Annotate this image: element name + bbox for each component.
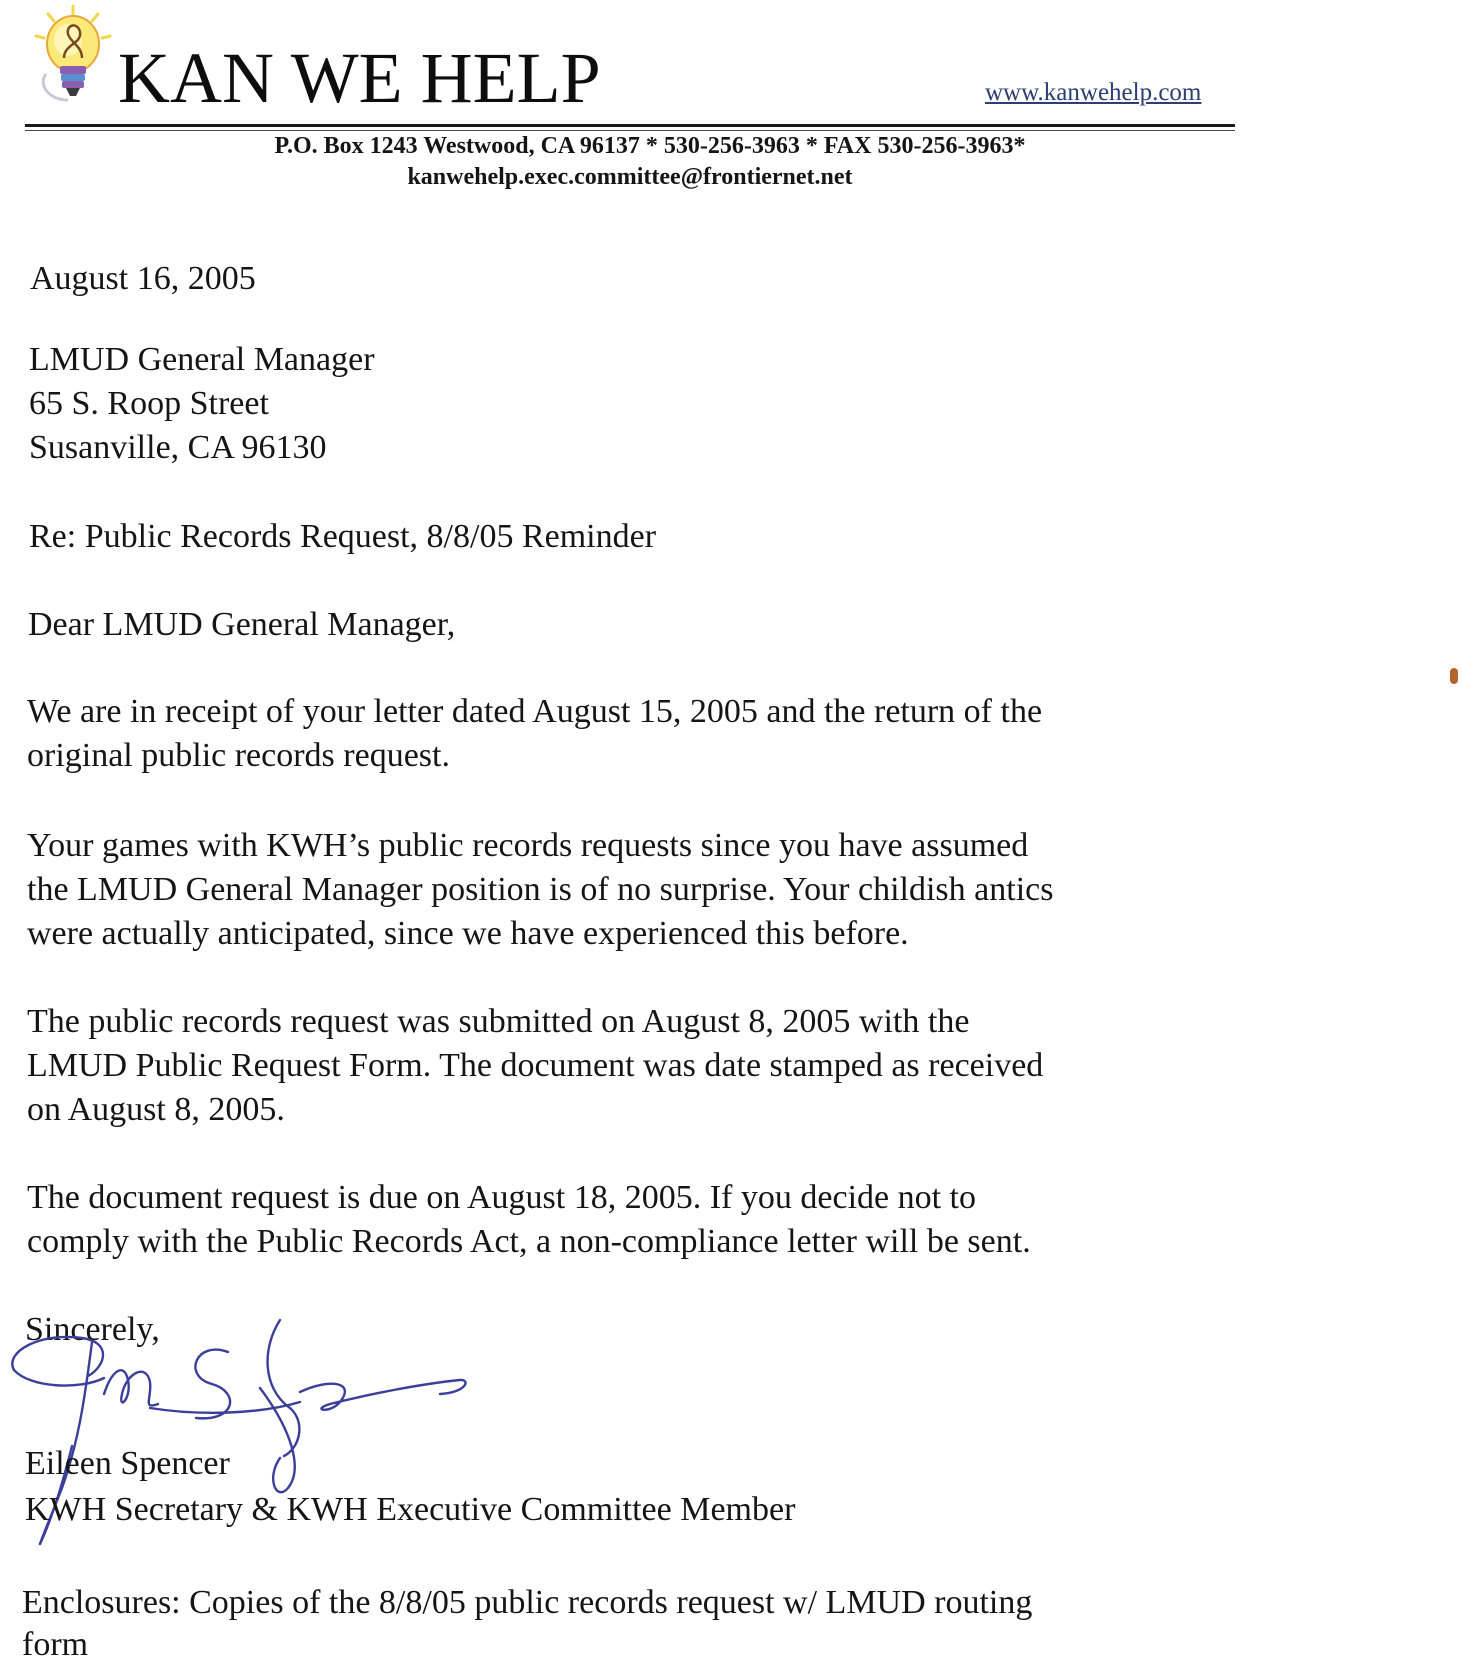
paragraph-line: We are in receipt of your letter dated August 15, 2005 and the return of the bbox=[27, 693, 1043, 730]
letter-date: August 16, 2005 bbox=[30, 260, 256, 297]
lightbulb-icon bbox=[28, 4, 118, 104]
paragraph-line: The public records request was submitted on August 8, 2005 with the bbox=[27, 1003, 970, 1040]
recipient-line: LMUD General Manager bbox=[29, 341, 375, 378]
body-paragraph bbox=[27, 690, 1257, 778]
contact-email[interactable]: kanwehelp.exec.committee@frontiernet.net bbox=[407, 164, 853, 190]
closing: Sincerely, bbox=[25, 1311, 160, 1348]
website-link[interactable]: www.kanwehelp.com bbox=[985, 79, 1202, 106]
recipient-line: 65 S. Roop Street bbox=[29, 385, 269, 422]
contact-address: P.O. Box 1243 Westwood, CA 96137 * 530-256-3963 * FAX 530-256-3963* bbox=[274, 133, 1026, 159]
paragraph-line: Your games with KWH’s public records requests since you have assumed bbox=[27, 827, 1029, 864]
body-paragraph bbox=[27, 1000, 1257, 1132]
enclosures-line: Enclosures: Copies of the 8/8/05 public records request w/ LMUD routing bbox=[22, 1584, 1033, 1621]
enclosures-line: form bbox=[22, 1626, 89, 1663]
signer-title: KWH Secretary & KWH Executive Committee Member bbox=[25, 1491, 796, 1528]
recipient-line: Susanville, CA 96130 bbox=[29, 429, 327, 466]
paragraph-line: original public records request. bbox=[27, 737, 450, 774]
paragraph-line: LMUD Public Request Form. The document was date stamped as received bbox=[27, 1047, 1044, 1084]
signer-name: Eileen Spencer bbox=[25, 1445, 230, 1482]
enclosures-note bbox=[22, 1582, 1262, 1666]
paragraph-line: on August 8, 2005. bbox=[27, 1091, 285, 1128]
letterhead-rule bbox=[25, 124, 1235, 127]
scan-artifact bbox=[1450, 668, 1458, 684]
subject-line: Re: Public Records Request, 8/8/05 Reminder bbox=[29, 518, 657, 555]
salutation: Dear LMUD General Manager, bbox=[28, 606, 456, 643]
paragraph-line: comply with the Public Records Act, a non-compliance letter will be sent. bbox=[27, 1223, 1031, 1260]
paragraph-line: the LMUD General Manager position is of no surprise. Your childish antics bbox=[27, 871, 1054, 908]
letterhead bbox=[0, 0, 1462, 200]
body-paragraph bbox=[27, 1176, 1257, 1264]
paragraph-line: were actually anticipated, since we have experienced this before. bbox=[27, 915, 909, 952]
recipient-address bbox=[29, 338, 375, 470]
body-paragraph bbox=[27, 824, 1257, 956]
organization-name: KAN WE HELP bbox=[118, 38, 601, 118]
paragraph-line: The document request is due on August 18, 2005. If you decide not to bbox=[27, 1179, 976, 1216]
